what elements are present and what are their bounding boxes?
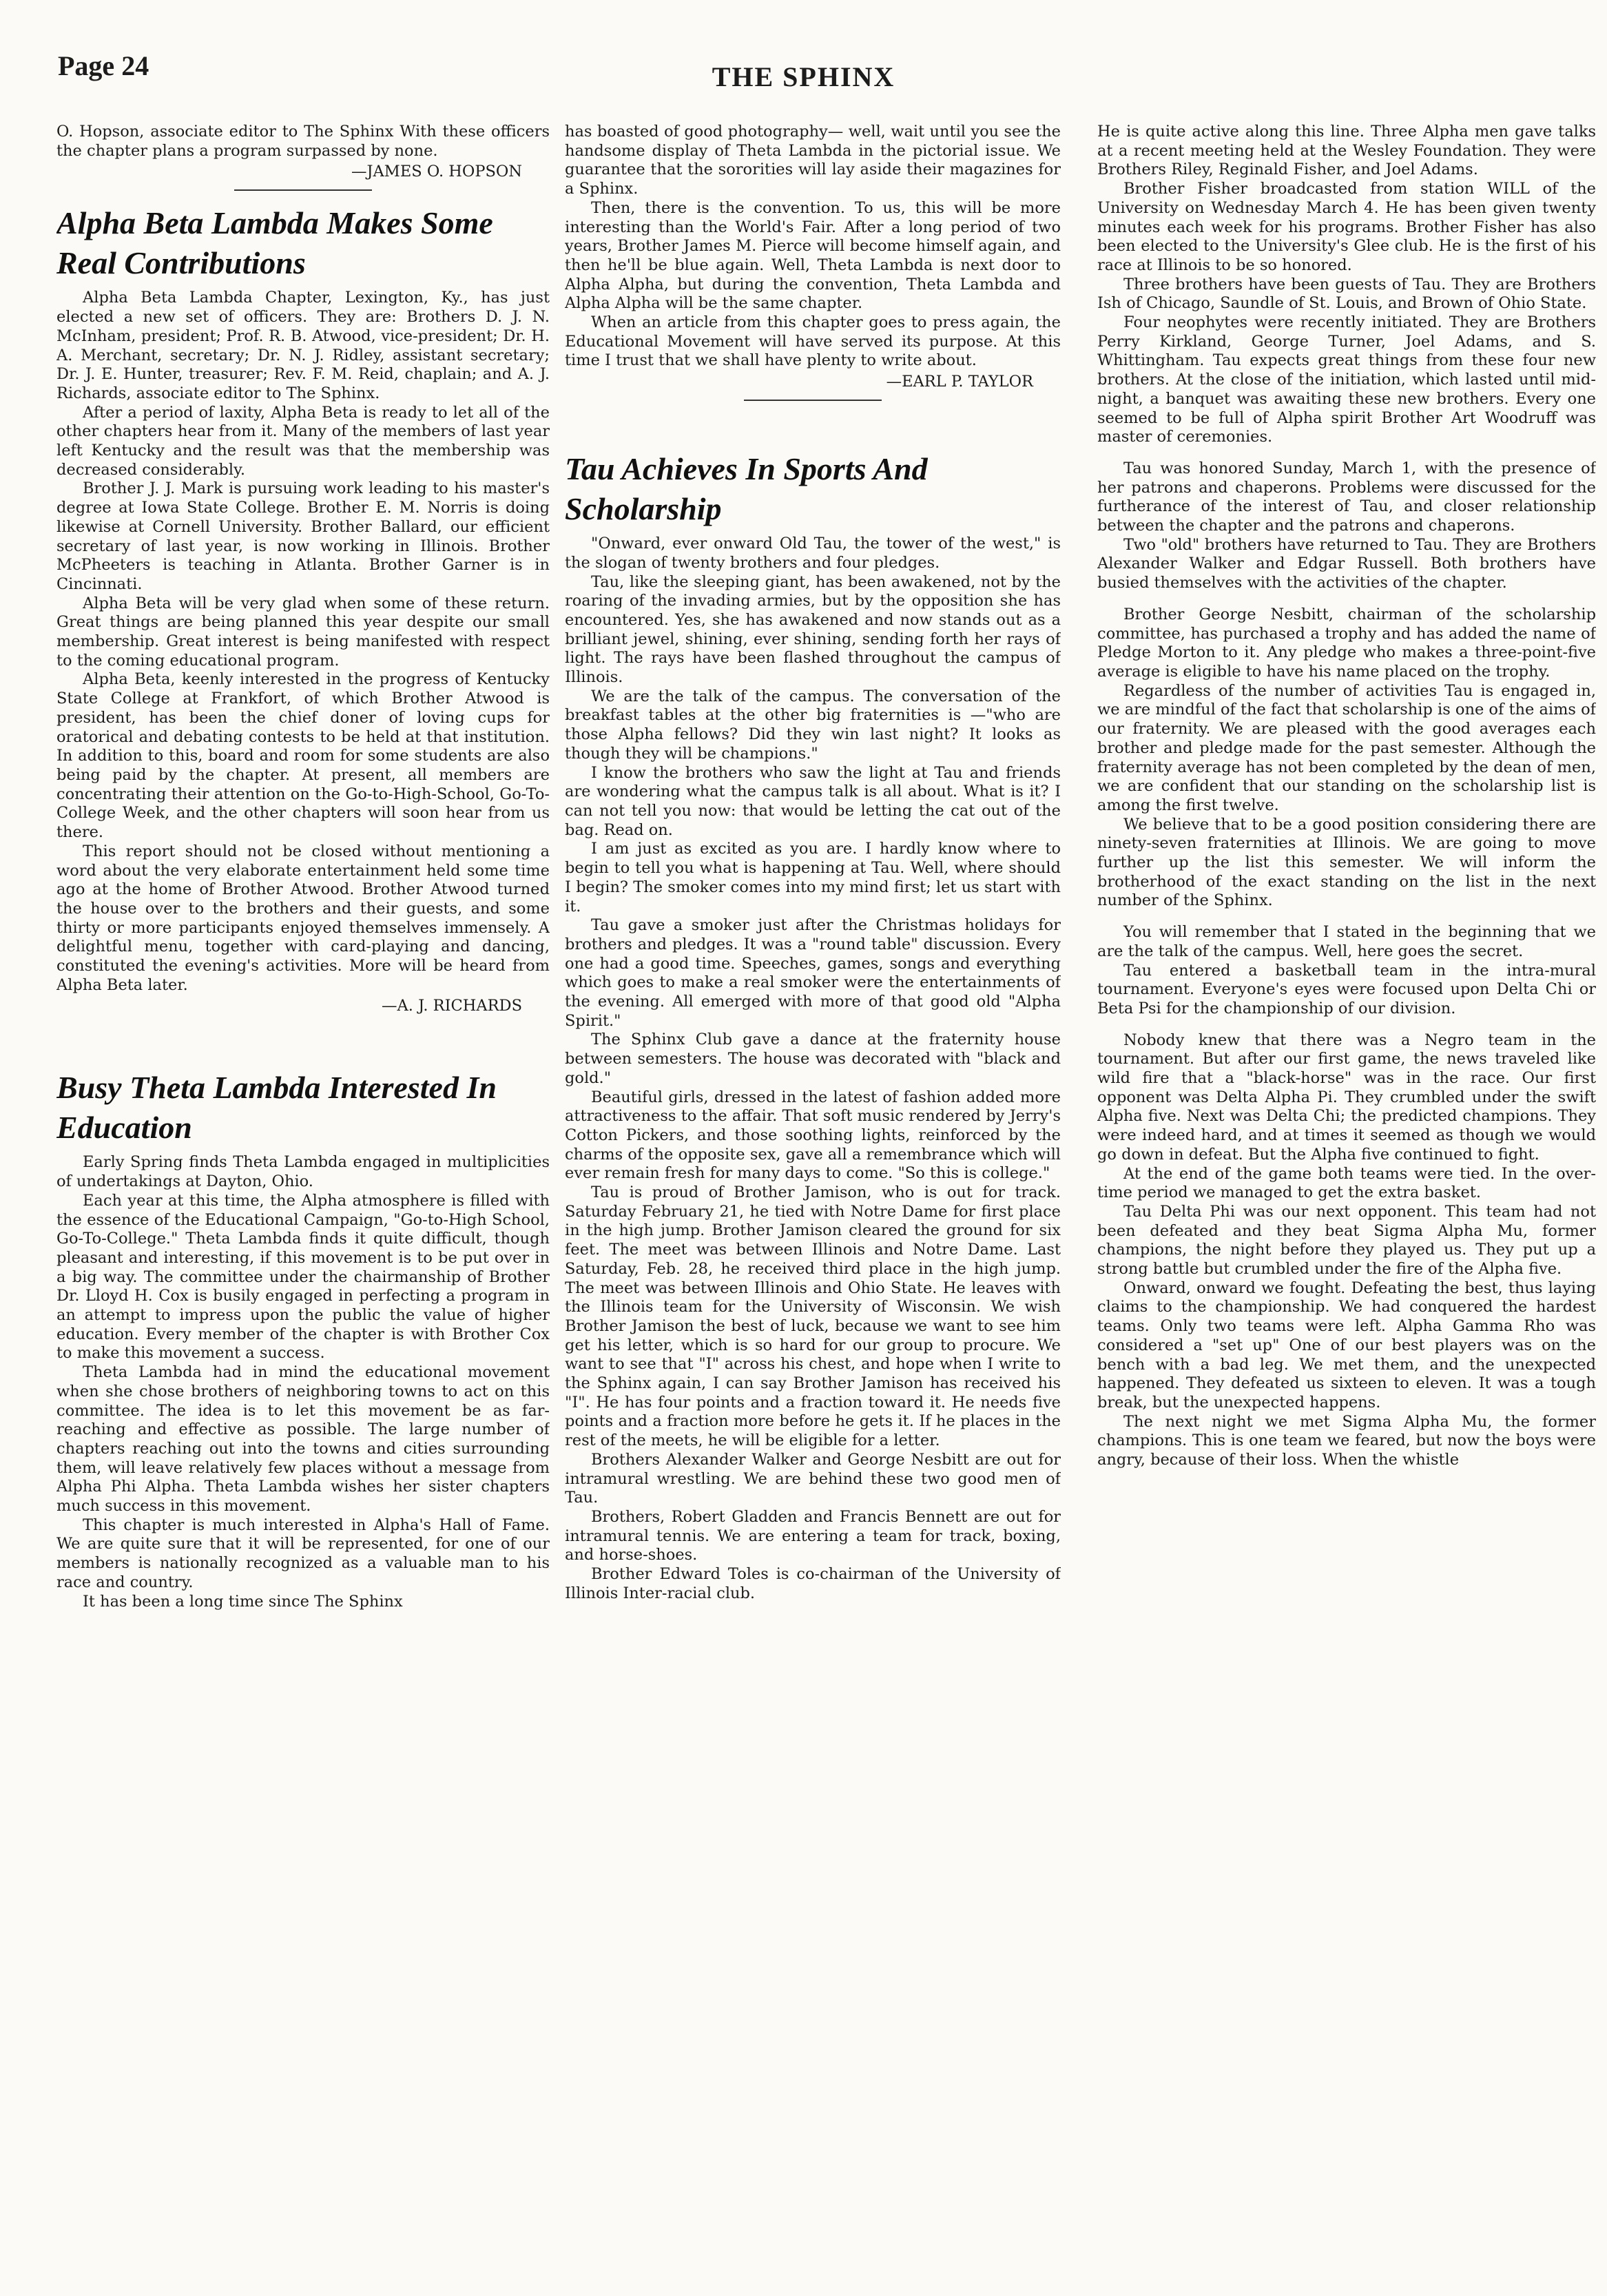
article-paragraph: Regardless of the number of activities Tau is engaged in, we are mindful of the fact that scholarship is one of the aims of our fraternity. We are pleased with the good averages each brother and pledge made for the past semester. Although the fraternity average has not been completed by the dean of men, we are confident that our standing on the scholarship list is among the first twelve. — [1097, 681, 1596, 814]
article-paragraph: Beautiful girls, dressed in the latest of fashion added more attractiveness to the affair. That soft music rendered by Jerry's Cotton Pickers, and those soothing lights, reinforced by the charms of the opposite sex, gave all a remembrance which will ever remain fresh for many days to come. "So this is college." — [565, 1088, 1061, 1183]
article-paragraph: The Sphinx Club gave a dance at the fraternity house between semesters. The house was decorated with "black and gold." — [565, 1031, 1061, 1087]
article-paragraph: Then, there is the convention. To us, this will be more interesting than the World's Fair. After a long period of two years, Brother James M. Pierce will become himself again, and then he'll be blue again. Well, Theta Lambda is next door to Alpha Alpha, but during the convention, Theta Lambda and Alpha Alpha will be the same chapter. — [565, 198, 1061, 313]
article-paragraph: I know the brothers who saw the light at Tau and friends are wondering what the campus talk is all about. What is it? I can not tell you now: that would be letting the cat out of the bag. Read on. — [565, 763, 1061, 839]
masthead-title: THE SPHINX — [712, 61, 895, 92]
column-3 — [1097, 123, 1596, 2286]
article-paragraph: I am just as excited as you are. I hardly know where to begin to tell you what is happening at Tau. Well, where should I begin? The smoker comes into my mind first; let us start with it. — [565, 840, 1061, 916]
article-paragraph: Tau Delta Phi was our next opponent. This team had not been defeated and they beat Sigma Alpha Mu, former champions, the night before they played us. They put up a strong battle but crumbled under the fire of the Alpha five. — [1097, 1202, 1596, 1279]
article-paragraph: We are the talk of the campus. The conversation of the breakfast tables at the other big fraternities is —"who are those Alpha fellows? Did they win last night? It looks as though they will be champions." — [565, 687, 1061, 763]
article-paragraph: Each year at this time, the Alpha atmosphere is filled with the essence of the Educational Campaign, "Go-to-High School, Go-To-College." Theta Lambda finds it quite difficult, though pleasant and interesting, if this movement is to be put over in a big way. The committee under the chairmanship of Brother Dr. Lloyd H. Cox is busily engaged in perfecting a program in an attempt to impress upon the public the value of higher education. Every member of the chapter is with Brother Cox to make this movement a success. — [56, 1191, 550, 1363]
article-divider — [744, 400, 882, 401]
article-paragraph: Three brothers have been guests of Tau. They are Brothers Ish of Chicago, Saundle of St. Louis, and Brown of Ohio State. — [1097, 275, 1596, 313]
article-paragraph: has boasted of good photography— well, wait until you see the handsome display of Theta Lambda in the pictorial issue. We guarantee that the sororities will lay aside their magazines for a Sphinx. — [565, 123, 1061, 198]
article-paragraph: Tau entered a basketball team in the intra-mural tournament. Everyone's eyes were focused upon Delta Chi or Beta Psi for the championship of our division. — [1097, 961, 1596, 1017]
article-headline: Busy Theta Lambda Interested In Education — [56, 1070, 497, 1146]
article-paragraph: Tau is proud of Brother Jamison, who is out for track. Saturday February 21, he tied with Notre Dame for first place in the high jump. Brother Jamison cleared the ground for six feet. The meet was between Illinois and Notre Dame. Last Saturday, Feb. 28, he received third place in the high jump. The meet was between Illinois and Ohio State. He leaves with the Illinois team for the University of Wisconsin. We wish Brother Jamison the best of luck, because we want to see him get his letter, which is so hard for our group to procure. We want to see that "I" across his chest, and hope when I write to the Sphinx again, I can say Brother Jamison has received his "I". He has four points and a fraction toward it. He needs five points and a fraction more before he gets it. If he places in the rest of the meets, he will be eligible for a letter. — [565, 1183, 1061, 1450]
article-headline: Alpha Beta Lambda Makes Some Real Contributions — [56, 205, 493, 281]
article-paragraph: When an article from this chapter goes to press again, the Educational Movement will have served its purpose. At this time I trust that we shall have plenty to write about. — [565, 313, 1061, 370]
byline: —EARL P. TAYLOR — [886, 373, 1033, 391]
article-paragraph: "Onward, ever onward Old Tau, the tower of the west," is the slogan of twenty brothers and four pledges. — [565, 535, 1061, 572]
article-paragraph: At the end of the game both teams were tied. In the over-time period we managed to get the extra basket. — [1097, 1164, 1596, 1202]
column-1 — [56, 123, 550, 2286]
article-paragraph: Alpha Beta will be very glad when some of these return. Great things are being planned this year despite our small membership. Great interest is being manifested with respect to the coming educational program. — [56, 594, 550, 670]
article-paragraph: Alpha Beta, keenly interested in the progress of Kentucky State College at Frankfort, of which Brother Atwood is president, has been the chief doner of loving cups for oratorical and debating contests to be held at that institution. In addition to this, board and room for some students are also being paid by the chapter. At present, all members are concentrating their attention on the Go-to-High-School, Go-To-College Week, and the other chapters will soon hear from us there. — [56, 670, 550, 842]
article-paragraph: Onward, onward we fought. Defeating the best, thus laying claims to the championship. We had conquered the hardest teams. Only two teams were left. Alpha Gamma Rho was considered a "set up" One of our best players was on the bench with a bad leg. We met them, and the unexpected happened. They defeated us sixteen to eleven. It was a tough break, but the unexpected happens. — [1097, 1279, 1596, 1411]
article-paragraph: We believe that to be a good position considering there are ninety-seven fraternities at Illinois. We are going to move further up the list this semester. We will inform the brotherhood of the exact standing on the list in the next number of the Sphinx. — [1097, 815, 1596, 910]
page-number: Page 24 — [58, 50, 149, 81]
article-paragraph: This chapter is much interested in Alpha's Hall of Fame. We are quite sure that it will be represented, for one of our members is nationally recognized as a valuable man to his race and country. — [56, 1516, 550, 1591]
article-paragraph: Early Spring finds Theta Lambda engaged in multiplicities of undertakings at Dayton, Ohio. — [56, 1153, 550, 1191]
article-paragraph: Nobody knew that there was a Negro team in the tournament. But after our first game, the news traveled like wild fire that a "black-horse" was in the race. Our first opponent was Delta Alpha Pi. They crumbled under the swift Alpha five. Next was Delta Chi; the predicted champions. They were indeed hard, and at times it seemed as though we would go down in defeat. But the Alpha five continued to fight. — [1097, 1031, 1596, 1163]
article-paragraph: Two "old" brothers have returned to Tau. They are Brothers Alexander Walker and Edgar Russell. Both brothers have busied themselves with the activities of the chapter. — [1097, 535, 1596, 592]
byline: —A. J. RICHARDS — [382, 997, 522, 1015]
article-paragraph: Brothers Alexander Walker and George Nesbitt are out for intramural wrestling. We are behind these two good men of Tau. — [565, 1450, 1061, 1507]
article-paragraph: Tau was honored Sunday, March 1, with the presence of her patrons and chaperons. Problems were discussed for the furtherance of the interest of Tau, and closer relationship between the chapter and the patrons and chaperons. — [1097, 459, 1596, 535]
article-paragraph: Brother George Nesbitt, chairman of the scholarship committee, has purchased a trophy and has added the name of Pledge Morton to it. Any pledge who makes a three-point-five average is eligible to have his name placed on the trophy. — [1097, 605, 1596, 681]
article-paragraph: Brothers, Robert Gladden and Francis Bennett are out for intramural tennis. We are entering a team for track, boxing, and horse-shoes. — [565, 1508, 1061, 1564]
article-paragraph: Tau, like the sleeping giant, has been awakened, not by the roaring of the invading armies, but by the opposition she has encountered. Yes, she has awakened and now stands out as a brilliant jewel, shining, ever shining, sending forth her rays of light. The rays have been flashed throughout the campus of Illinois. — [565, 572, 1061, 687]
article-paragraph: This report should not be closed without mentioning a word about the very elaborate entertainment held some time ago at the home of Brother Atwood. Brother Atwood turned the house over to the brothers and their guests, and some thirty or more participants enjoyed themselves immensely. A delightful menu, together with card-playing and dancing, constituted the evening's activities. More will be heard from Alpha Beta later. — [56, 842, 550, 994]
article-paragraph: Brother Fisher broadcasted from station WILL of the University on Wednesday March 4. He has been given twenty minutes each week for his programs. Brother Fisher has also been elected to the University's Glee club. He is the first of his race at Illinois to be so honored. — [1097, 180, 1596, 274]
article-headline: Tau Achieves In Sports And Scholarship — [565, 451, 928, 527]
article-paragraph: After a period of laxity, Alpha Beta is ready to let all of the other chapters hear from it. Many of the members of last year left Kentucky and the result was that the membership was decreased considerably. — [56, 403, 550, 479]
article-divider — [234, 189, 372, 191]
article-paragraph: Tau gave a smoker just after the Christmas holidays for brothers and pledges. It was a "round table" discussion. Every one had a good time. Speeches, games, songs and everything which goes to make a real smoker were the entertainments of the evening. All emerged with more of that good old "Alpha Spirit." — [565, 916, 1061, 1030]
article-paragraph: It has been a long time since The Sphinx — [83, 1592, 403, 1611]
byline: —JAMES O. HOPSON — [351, 163, 522, 181]
column-2 — [565, 123, 1061, 2286]
article-paragraph: Alpha Beta Lambda Chapter, Lexington, Ky., has just elected a new set of officers. They are: Brothers D. J. N. McInham, president; Prof. R. B. Atwood, vice-president; Dr. H. A. Merchant, secretary; Dr. N. J. Ridley, assistant secretary; Dr. J. E. Hunter, treasurer; Rev. F. M. Reid, chaplain; and A. J. Richards, associate editor to The Sphinx. — [56, 289, 550, 402]
article-paragraph: Brother J. J. Mark is pursuing work leading to his master's degree at Iowa State College. Brother E. M. Norris is doing likewise at Cornell University. Brother Ballard, our efficient secretary of last year, is now working in Illinois. Brother McPheeters is teaching in Atlanta. Brother Garner is in Cincinnati. — [56, 479, 550, 593]
article-paragraph: O. Hopson, associate editor to The Sphinx With these officers the chapter plans a program surpassed by none. — [56, 123, 550, 160]
article-paragraph: He is quite active along this line. Three Alpha men gave talks at a recent meeting held at the Wesley Foundation. They were Brothers Riley, Reginald Fisher, and Joel Adams. — [1097, 123, 1596, 179]
article-paragraph: Brother Edward Toles is co-chairman of the University of Illinois Inter-racial club. — [565, 1565, 1061, 1602]
article-paragraph: You will remember that I stated in the beginning that we are the talk of the campus. Well, here goes the secret. — [1097, 923, 1596, 960]
article-paragraph: Theta Lambda had in mind the educational movement when she chose brothers of neighboring towns to act on this committee. The idea is to let this movement be as far-reaching and effective as possible. The large number of chapters reaching out into the towns and cities surrounding them, will leave relatively few places without a message from Alpha Phi Alpha. Theta Lambda wishes her sister chapters much success in this movement. — [56, 1363, 550, 1516]
article-paragraph: The next night we met Sigma Alpha Mu, the former champions. This is one team we feared, but now the boys were angry, because of their loss. When the whistle — [1097, 1412, 1596, 1469]
article-paragraph: Four neophytes were recently initiated. They are Brothers Perry Kirkland, George Turner, Joel Adams, and S. Whittingham. Tau expects great things from these four new brothers. At the close of the initiation, which lasted until mid-night, a banquet was awaiting these new brothers. Every one seemed to be full of Alpha spirit Brother Art Woodruff was master of ceremonies. — [1097, 313, 1596, 446]
